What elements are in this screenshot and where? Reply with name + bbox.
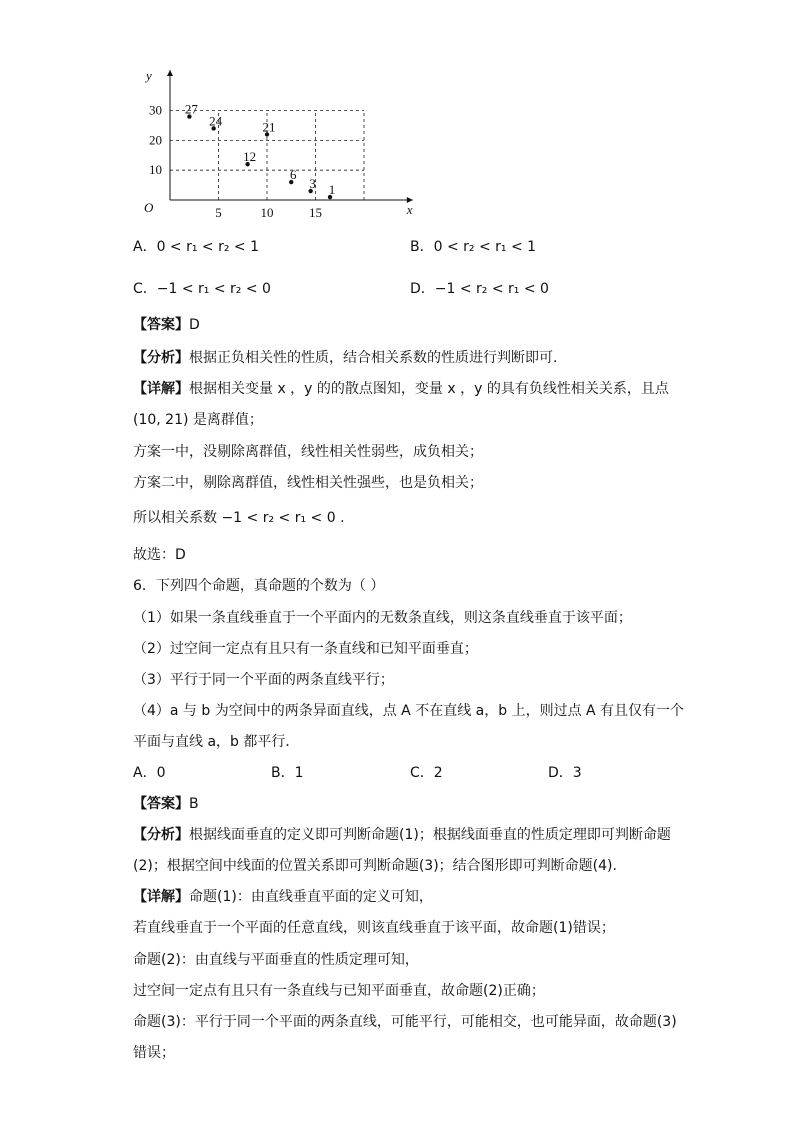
y-axis-arrow: [167, 70, 173, 76]
scatter-chart: [125, 62, 413, 222]
q6-detail-line2: 若直线垂直于一个平面的任意直线，则该直线垂直于该平面，故命题(1)错误；: [133, 920, 615, 936]
y-tick-label: 30: [149, 102, 162, 118]
data-point-label: 1: [328, 182, 336, 198]
q6-option-d: D．3: [548, 765, 582, 781]
detail-tag: 【详解】: [133, 381, 189, 397]
q6-proposition-1: （1）如果一条直线垂直于一个平面内的无数条直线，则这条直线垂直于该平面；: [133, 610, 632, 626]
q5-option-a: A．0 < r₁ < r₂ < 1: [133, 239, 260, 255]
q6-proposition-2: （2）过空间一定点有且只有一条直线和已知平面垂直；: [133, 641, 478, 657]
q6-stem: 6．下列四个命题，真命题的个数为（ ）: [133, 578, 385, 594]
q6-proposition-4b: 平面与直线 a，b 都平行．: [133, 734, 300, 750]
q5-answer: [133, 315, 200, 335]
data-point-label: 6: [290, 167, 297, 183]
x-tick-label: 10: [260, 205, 274, 220]
q5-option-d: D．−1 < r₂ < r₁ < 0: [410, 281, 549, 297]
q6-detail-line5: 命题(3)：平行于同一个平面的两条直线，可能平行，可能相交，也可能异面，故命题(3): [133, 1014, 677, 1030]
data-point-label: 21: [262, 119, 276, 135]
q6-analysis-line2: (2)；根据空间中线面的位置关系即可判断命题(3)；结合图形即可判断命题(4).: [133, 858, 617, 874]
analysis-text: 根据线面垂直的定义即可判断命题(1)；根据线面垂直的性质定理即可判断命题: [189, 827, 671, 843]
q5-option-c: C．−1 < r₁ < r₂ < 0: [133, 281, 271, 297]
analysis-text: 根据正负相关性的性质，结合相关系数的性质进行判断即可.: [189, 350, 558, 366]
q5-analysis: [133, 348, 557, 368]
q6-option-c: C．2: [410, 765, 443, 781]
answer-text: D: [189, 317, 200, 333]
x-tick-label: 5: [215, 205, 222, 220]
chart-labels: [144, 68, 413, 220]
q5-detail-line3: 方案一中，没剔除离群值，线性相关性弱些，成负相关；: [133, 444, 483, 460]
q5-detail-line4: 方案二中，剔除离群值，线性相关性强些，也是负相关；: [133, 475, 483, 491]
q5-option-b: B．0 < r₂ < r₁ < 1: [410, 239, 537, 255]
q6-option-b: B．1: [271, 765, 304, 781]
y-axis-label: y: [146, 68, 152, 83]
q6-proposition-3: （3）平行于同一个平面的两条直线平行；: [133, 672, 394, 688]
data-point-label: 27: [184, 101, 198, 117]
q6-option-a: A．0: [133, 765, 166, 781]
detail-tag: 【详解】: [133, 889, 189, 905]
data-point-label: 12: [243, 149, 257, 165]
q5-detail-line2: (10, 21) 是离群值；: [133, 412, 263, 428]
q6-detail-line1: [133, 887, 433, 907]
analysis-tag: 【分析】: [133, 827, 189, 843]
detail-text: 根据相关变量 x ，y 的的散点图知，变量 x ，y 的具有负线性相关关系，且点: [189, 381, 669, 397]
y-tick-label: 20: [149, 132, 162, 148]
q5-detail-line1: [133, 379, 669, 399]
analysis-tag: 【分析】: [133, 350, 189, 366]
answer-tag: 【答案】: [133, 317, 189, 333]
x-tick-label: 15: [309, 205, 322, 220]
q6-detail-line4: 过空间一定点有且只有一条直线与已知平面垂直，故命题(2)正确；: [133, 983, 545, 999]
answer-text: B: [189, 796, 199, 812]
q6-detail-line6: 错误；: [133, 1045, 175, 1061]
origin-label: O: [144, 200, 154, 215]
data-point-label: 3: [309, 176, 316, 192]
q6-detail-line3: 命题(2)：由直线与平面垂直的性质定理可知，: [133, 952, 419, 968]
scatter-chart-svg: [125, 62, 413, 222]
y-tick-label: 10: [149, 162, 162, 178]
answer-tag: 【答案】: [133, 796, 189, 812]
x-axis-label: x: [406, 202, 413, 217]
data-point-label: 24: [209, 113, 223, 129]
detail-text: 命题(1)：由直线垂直平面的定义可知，: [189, 889, 433, 905]
q6-answer: [133, 794, 199, 814]
q6-analysis-line1: [133, 825, 671, 845]
q5-conclusion: 故选：D: [133, 547, 186, 563]
q5-detail-line5: 所以相关系数 −1 < r₂ < r₁ < 0 .: [133, 510, 345, 526]
q6-proposition-4a: （4）a 与 b 为空间中的两条异面直线，点 A 不在直线 a，b 上，则过点 A 有且仅有一个: [133, 703, 685, 719]
